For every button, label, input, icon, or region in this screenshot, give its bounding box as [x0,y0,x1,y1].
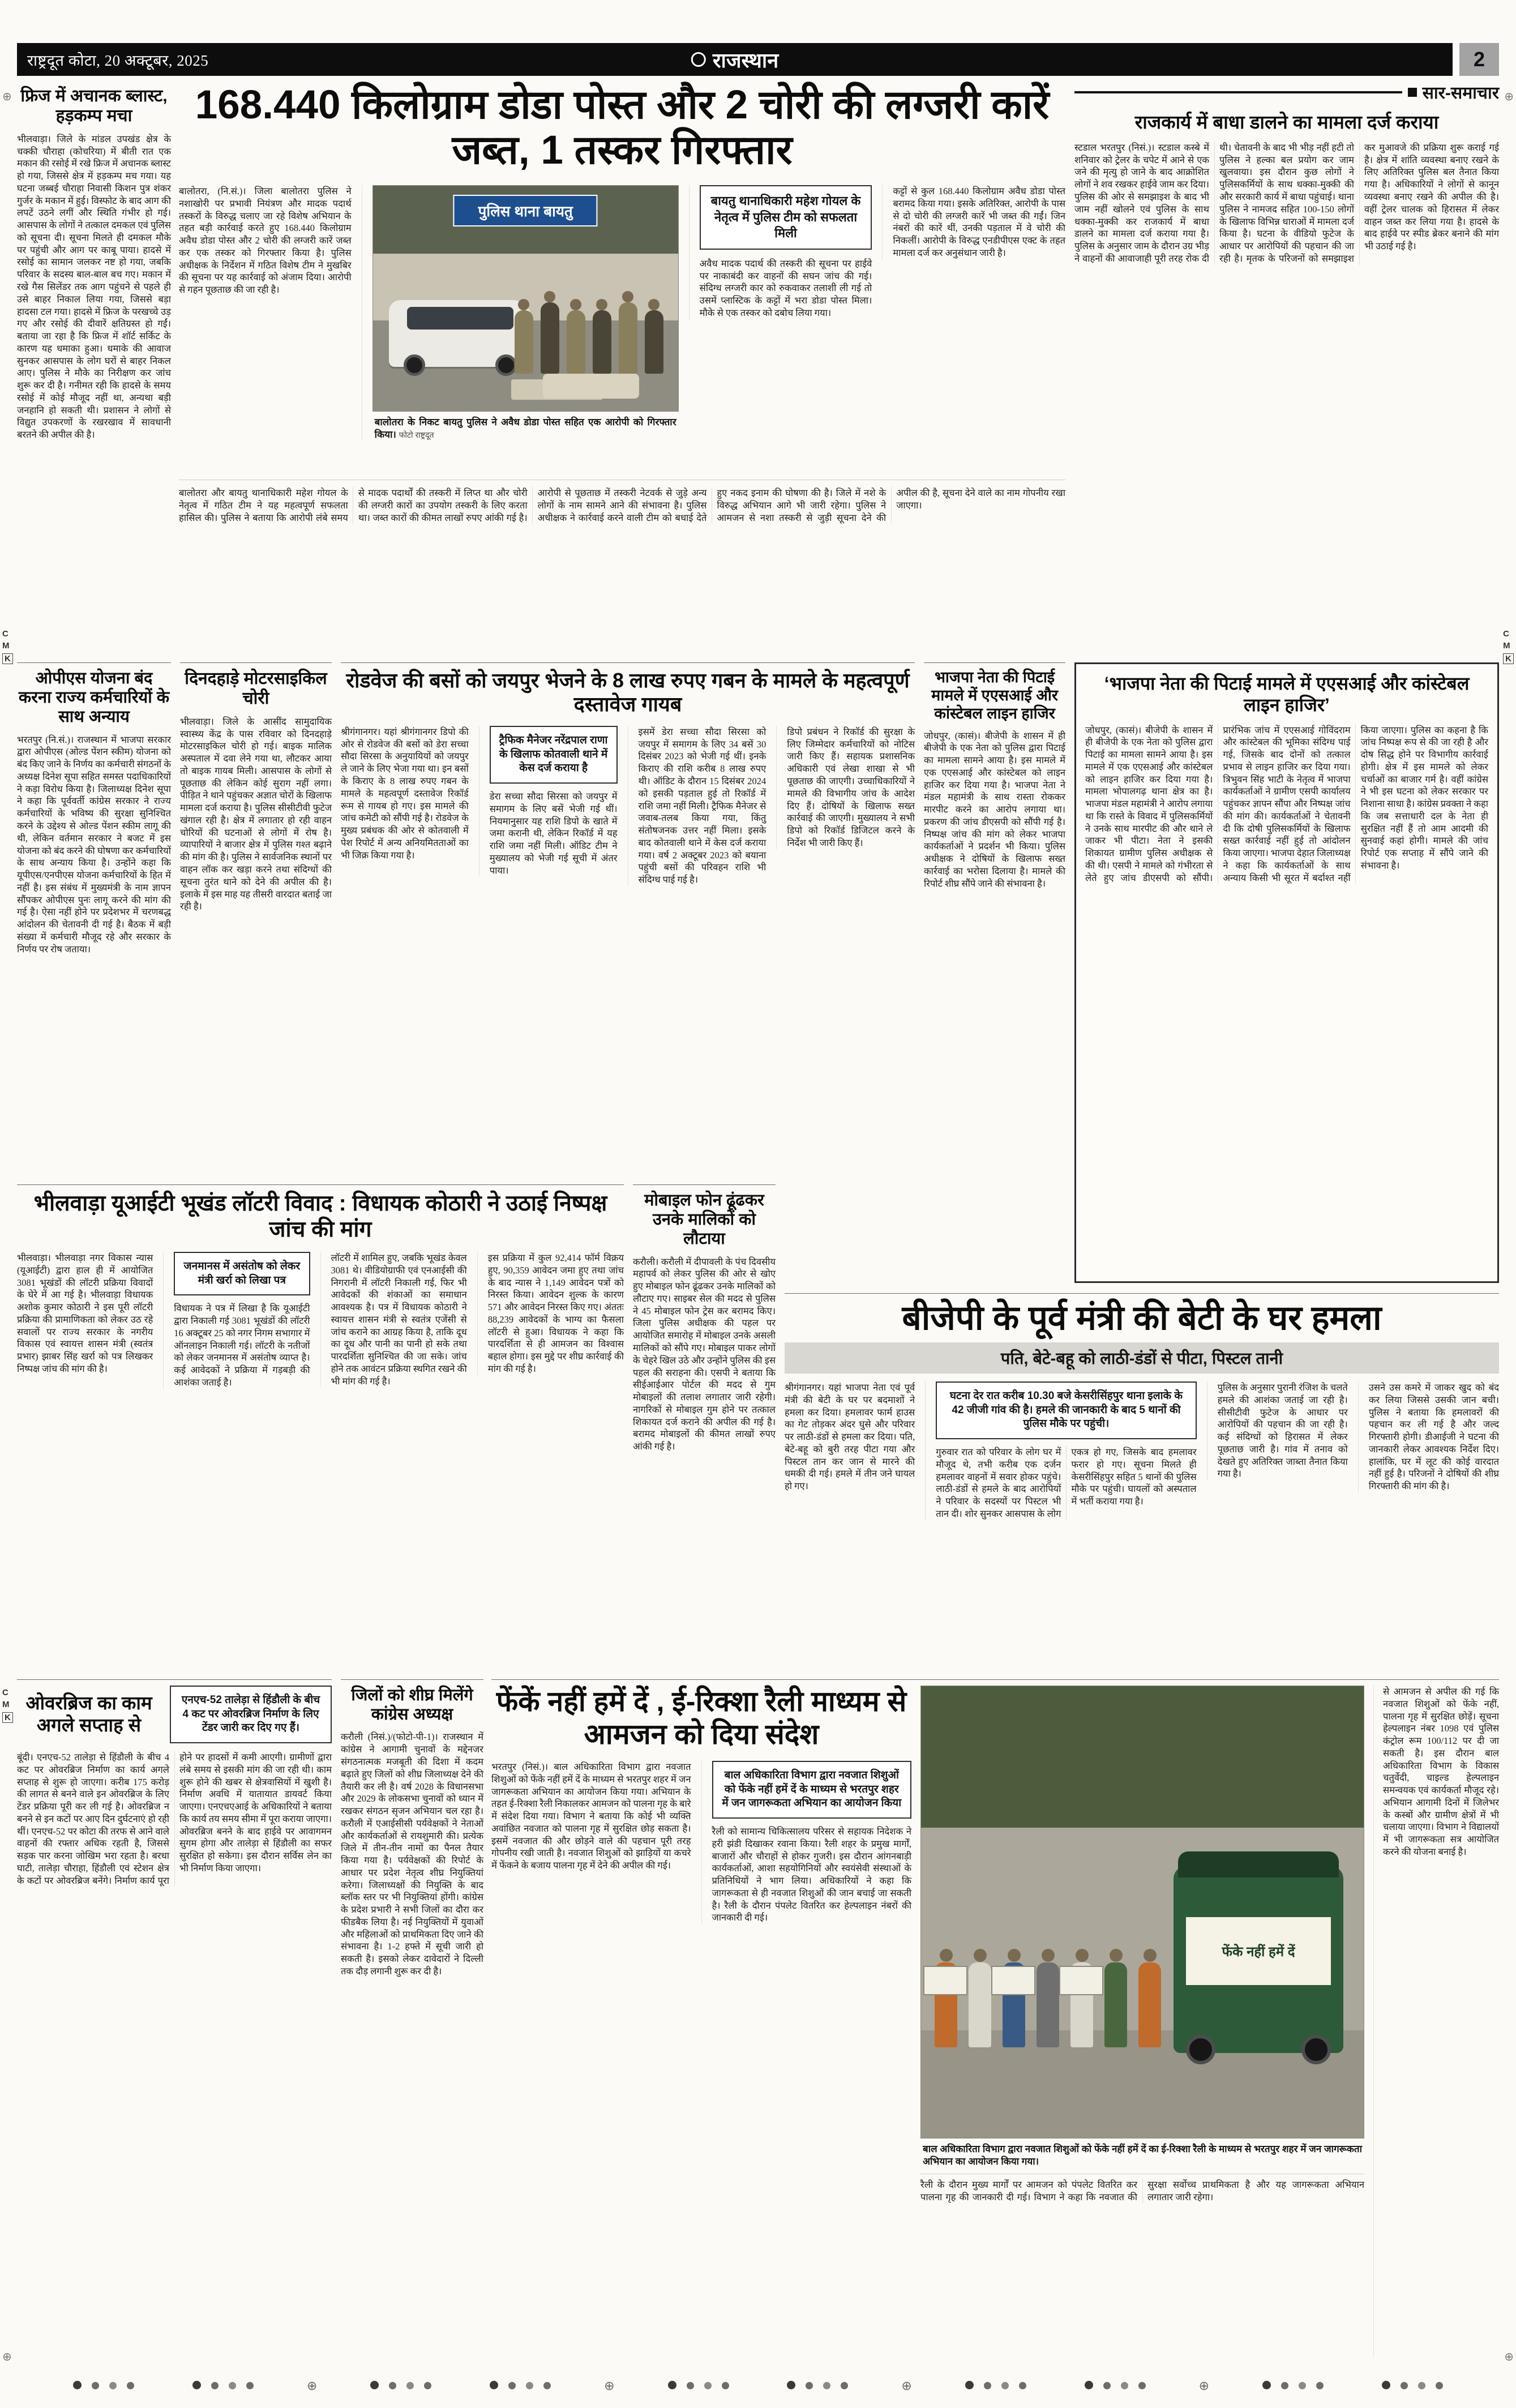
article-uit-lottery-dispute [17,1184,624,1669]
article-headline: ‘भाजपा नेता की पिटाई मामले में एएसआई और कांस्टेबल लाइन हाजिर’ [1104,673,1470,715]
section-label: सार-समाचार [1422,84,1499,102]
article-ops-scheme [17,662,171,1173]
dot-group [68,2381,139,2392]
lottery-col2-text: विधायक ने पत्र में लिखा है कि यूआईटी द्वारा निकाली गई 3081 भूखंडों की लॉटरी 16 अक्टूबर 25 को नगर निगम सभागार में ऑनलाइन निकाली गई। लॉटरी के नतीजों को लेकर जनमानस में असंतोष व्याप्त है। कई आवेदकों ने प्रक्रिया में गड़बड़ी की आशंका जताई है। [174,1303,310,1388]
rickshaw-wheel-icon [1186,2035,1215,2064]
article-body: जोधपुर, (कासं)। बीजेपी के शासन में ही बीजेपी के एक नेता को पुलिस द्वारा पिटाई का मामला सामने आया है। इस मामले में एक एएसआई और कांस्टेबल को लाइन हाजिर कर दिया गया है। मामला भोपालगढ़ थाना क्षेत्र का है। भाजपा मंडल महामंत्री ने आरोप लगाया था कि रास्ते के विवाद में पुलिसकर्मियों ने उनके साथ मारपीट की और थाने ले जाकर भी पीटा। नेता ने इसकी शिकायत ग्रामीण पुलिस अधीक्षक से की थी। एसपी ने मामले को गंभीरता से लेते हुए जांच डीएसपी को सौंपी। प्रारंभिक जांच में एएसआई गोविंदराम और कांस्टेबल की भूमिका संदिग्ध पाई गई, जिसके बाद दोनों को तत्काल प्रभाव से लाइन हाजिर कर दिया गया। त्रिभुवन सिंह भाटी के नेतृत्व में भाजपा कार्यकर्ताओं ने ग्रामीण एसपी कार्यालय पहुंचकर ज्ञापन सौंपा और निष्पक्ष जांच की मांग की। कार्यकर्ताओं ने चेतावनी दी कि दोषी पुलिसकर्मियों के खिलाफ सख्त कार्रवाई नहीं हुई तो आंदोलन किया जाएगा। भाजपा देहात जिलाध्यक्ष ने कहा कि कार्यकर्ताओं के साथ अन्याय किसी भी सूरत में बर्दाश्त नहीं किया जाएगा। पुलिस का कहना है कि जांच निष्पक्ष रूप से की जा रही है और दोष सिद्ध होने पर विभागीय कार्रवाई होगी। क्षेत्र में इस मामले को लेकर चर्चाओं का बाजार गर्म है। वहीं कांग्रेस ने भी इस घटना को लेकर सरकार पर निशाना साधा है। कांग्रेस प्रवक्ता ने कहा कि जब सत्ताधारी दल के नेता ही सुरक्षित नहीं हैं तो आम आदमी की सुनवाई कहां होगी। मामले की जांच रिपोर्ट एक सप्ताह में सौंपे जाने की संभावना है। [1085,724,1488,883]
rally-photo-block [920,1686,1364,2358]
doda-column-3-text: अवैध मादक पदार्थ की तस्करी की सूचना पर हाईवे पर नाकाबंदी कर वाहनों की सघन जांच की गई। संदिग्ध लग्जरी कार को रुकवाकर तलाशी ली गई तो उसमें प्लास्टिक के कट्टों में भरा डोडा पोस्त मिला। मौके से एक तस्कर को दबोच लिया गया। [699,258,872,318]
person-figure [567,310,585,374]
article-body: स्टडाल भरतपुर (निसं.)। स्टडाल कस्बे में शनिवार को ट्रेलर के चपेट में आने से एक जने की मृत्यु हो जाने के बाद आक्रोशित लोगों ने शव रखकर हाईवे जाम कर दिया। पुलिस की ओर से समझाइश के बाद भी जाम नहीं खोलने एवं पुलिस के साथ धक्का-मुक्की कर राजकार्य में बाधा डालने का मामला दर्ज कराया गया है। पुलिस के अनुसार जाम के दौरान उग्र भीड़ ने वाहनों की आवाजाही पूरी तरह रोक दी थी। चेतावनी के बाद भी भीड़ नहीं हटी तो पुलिस ने हल्का बल प्रयोग कर जाम खुलवाया। इस दौरान कुछ लोगों ने पुलिसकर्मियों के साथ धक्का-मुक्की की और सरकारी कार्य में बाधा पहुंचाई। थाना पुलिस ने नामजद सहित 100-150 लोगों के खिलाफ विभिन्न धाराओं में मामला दर्ज किया है। घटना के वीडियो फुटेज के आधार पर आरोपियों की पहचान की जा रही है। मृतक के परिजनों को समझाइश कर मुआवजे की प्रक्रिया शुरू कराई गई है। क्षेत्र में शांति व्यवस्था बनाए रखने के लिए अतिरिक्त पुलिस बल तैनात किया गया है। अधिकारियों ने लोगों से कानून व्यवस्था बनाए रखने की अपील की है। वहीं ट्रेलर चालक को हिरासत में लेकर वाहन जब्त कर लिया गया है। हादसे के बाद हाईवे पर स्पीड ब्रेकर बनाने की मांग भी उठाई गई है। [1074,142,1499,264]
roadways-col2-text: डेरा सच्चा सौदा सिरसा को जयपुर में समागम के लिए बसें भेजी गई थीं। नियमानुसार यह राशि डिपो के खाते में जमा करानी थी, लेकिन रिकॉर्ड में यह राशि जमा नहीं मिली। ऑडिट टीम ने मुख्यालय को भेजी गई सूची में अंतर पाया। [489,791,618,876]
photo-credit: फोटो राष्ट्रदूत [399,430,434,440]
article-body: भीलवाड़ा। जिले के आसींद सामुदायिक स्वास्थ्य केंद्र के पास रविवार को दिनदहाड़े मोटरसाइकिल चोरी हो गई। बाइक मालिक अस्पताल में दवा लेने गया था, लौटकर आया तो बाइक गायब मिली। आसपास के लोगों से पूछताछ की लेकिन कोई सुराग नहीं लगा। पीड़ित ने थाने पहुंचकर अज्ञात चोरों के खिलाफ मामला दर्ज कराया है। पुलिस सीसीटीवी फुटेज खंगाल रही है। क्षेत्र में लगातार हो रही वाहन चोरियों की घटनाओं से लोगों में रोष है। व्यापारियों ने बाजार क्षेत्र में पुलिस गश्त बढ़ाने की मांग की है। पुलिस ने सार्वजनिक स्थानों पर वाहन लॉक कर खड़ा करने तथा संदिग्धों की सूचना तुरंत थाने को देने की अपील की है। इलाके में इस माह यह तीसरी वारदात बताई जा रही है। [180,716,332,912]
article-headline: जिलों को शीघ्र मिलेंगे कांग्रेस अध्यक्ष [351,1686,473,1724]
person-figure [541,302,559,374]
edition-date: राष्ट्रदूत कोटा, 20 अक्टूबर, 2025 [27,52,209,69]
person-figure [935,1962,957,2047]
daughter-middle [925,1382,1196,1520]
daughter-col4: पुलिस के अनुसार पुरानी रंजिश के चलते हमले की आशंका जताई जा रही है। सीसीटीवी फुटेज के आधार पर आरोपियों की पहचान की जा रही है। कई संदिग्धों को हिरासत में लेकर पूछताछ जारी है। गांव में तनाव को देखते हुए अतिरिक्त जाब्ता तैनात किया गया है। [1207,1382,1348,1480]
article-subhead: पति, बेटे-बहू को लाठी-डंडों से पीटा, पिस्टल तानी [785,1342,1499,1374]
dot-group [1080,2381,1151,2392]
article-bjp-leader-beating-boxed [1074,662,1499,1283]
dot-group [1257,2381,1329,2392]
article-headline: ओपीएस योजना बंद करना राज्य कर्मचारियों के साथ अन्याय [18,669,170,726]
rally-left-section [491,1686,911,2358]
rickshaw-wheel-icon [1301,2035,1331,2064]
page-number: 2 [1459,43,1499,76]
dot-group [1377,2381,1448,2392]
doda-intro-column: बालोतरा, (नि.सं.)। जिला बालोतरा पुलिस ने नशाखोरी पर प्रभावी नियंत्रण और मादक पदार्थ तस्करों के विरुद्ध चलाए जा रहे विशेष अभियान के तहत बड़ी कार्रवाई करते हुए 168.440 किलोग्राम अवैध डोडा पोस्त और 2 चोरी की लग्जरी कारें जब्त कर एक तस्कर को गिरफ्तार किया है। पुलिस अधीक्षक के निर्देशन में गठित विशेष टीम ने मुखबिर की सूचना पर यह कार्रवाई को अंजाम दिया। आरोपी से गहन पूछताछ की जा रही है। [179,186,352,296]
person-figure [969,1962,991,2047]
person-figure [619,302,637,374]
article-headline: बीजेपी के पूर्व मंत्री की बेटी के घर हमला [902,1299,1382,1337]
person-figure [593,310,611,374]
photo-caption-text: बालोतरा के निकट बायतु पुलिस ने अवैध डोडा पोस्त सहित एक आरोपी को गिरफ्तार किया। [374,417,676,440]
article-body: जोधपुर, (कासं)। बीजेपी के शासन में ही बीजेपी के एक नेता को पुलिस द्वारा पिटाई का मामला सामने आया है। इस मामले में एक एएसआई और कांस्टेबल को लाइन हाजिर कर दिया गया है। भाजपा नेता ने मंडल महामंत्री के साथ रास्ता रोककर मारपीट करने का आरोप लगाया था। प्रकरण की जांच डीएसपी को सौंपी गई है। निष्पक्ष जांच की मांग को लेकर भाजपा कार्यकर्ताओं ने प्रदर्शन भी किया। पुलिस अधीक्षक ने दोषियों के खिलाफ सख्त कार्रवाई का भरोसा दिलाया है। मामले की रिपोर्ट शीघ्र सौंपे जाने की संभावना है। [924,730,1065,889]
dot-group [960,2381,1031,2392]
article-headline: रोडवेज की बसों को जयपुर भेजने के 8 लाख रुपए गबन के मामले के महत्वपूर्ण दस्तावेज गायब [346,669,910,716]
crosshair-mark: ⊕ [604,2379,615,2393]
article-fridge-blast [17,86,171,652]
person-figure [1037,1962,1059,2047]
daughter-col5: उसने उस कमरे में जाकर खुद को बंद कर लिया जिससे उसकी जान बची। पुलिस ने बताया कि हमलावरों की पहचान कर ली गई है और जल्द गिरफ्तारी होगी। डीआईजी ने घटना की जानकारी लेकर आवश्यक निर्देश दिए। हालांकि, घर में लूट की कोई वारदात नहीं हुई है। परिजनों ने दोषियों की शीघ्र गिरफ्तारी की मांग की है। [1358,1382,1499,1492]
police-station-sign: पुलिस थाना बायतु [453,195,598,226]
rally-col2 [701,1761,912,1924]
article-body: भीलवाड़ा। जिले के मांडल उपखंड क्षेत्र के चक्की चौराहा (कोचरिया) में बीती रात एक मकान की रसोई में रखे फ्रिज में अचानक ब्लास्ट हो गया, जिससे क्षेत्र में हड़कम्प मच गया। यह घटना जब्बई चौराहा निवासी किशन पुत्र शंकर गुर्जर के मकान में हुई। विस्फोट के बाद आग की लपटें उठने लगीं और स्थिति गंभीर हो गई। आसपास के लोगों ने तत्काल दमकल एवं पुलिस को सूचना दी। सूचना मिलते ही दमकल मौके पर पहुंची और आग पर काबू पाया। हादसे में रसोई का सामान जलकर नष्ट हो गया, जबकि परिवार के सदस्य बाल-बाल बच गए। मकान में रखे गैस सिलेंडर तक आग पहुंचने से पहले ही उसे बाहर निकाल लिया गया, जिससे बड़ा हादसा टल गया। हादसे में फ्रिज के परखच्चे उड़ गए और रसोई की दीवारें क्षतिग्रस्त हो गईं। बताया जा रहा है कि फ्रिज में शॉर्ट सर्किट के कारण यह धमाका हुआ। धमाके की आवाज सुनकर आसपास के लोग घरों से बाहर निकल आए। पुलिस ने मौके का निरीक्षण कर जांच शुरू कर दी है। गनीमत रही कि हादसे के समय रसोई में कोई मौजूद नहीं था, अन्यथा बड़ी जनहानि हो सकती थी। प्रशासन ने लोगों से विद्युत उपकरणों के रखरखाव में सावधानी बरतने की अपील की है। [17,133,171,440]
article-headline: ओवरब्रिज का काम अगले सप्ताह से [25,1692,152,1736]
section-saar-samachar [1074,80,1499,653]
article-attack-ex-minister-daughter [785,1293,1499,1669]
doda-photo-block [362,185,679,441]
photo-caption [372,412,679,441]
lottery-col4: इस प्रक्रिया में कुल 92,414 फॉर्म विक्रय हुए, 90,359 आवेदन जमा हुए तथा जांच के बाद न्यास ने 1,149 आवेदन पत्रों को निरस्त किया। आवेदन शुल्क के कारण 571 और आवेदन निरस्त किए गए। अंततः 88,239 आवेदकों के भाग्य का फैसला लॉटरी से हुआ। विधायक ने कहा कि पारदर्शिता से ही आमजन का विश्वास बहाल होगा। इस मुद्दे पर शीघ्र कार्रवाई की मांग की गई है। [477,1252,624,1375]
rickshaw-banner: फेंके नहीं हमें दें [1186,1917,1331,1985]
rickshaw-canopy [1178,1851,1339,1877]
article-overbridge [17,1679,332,2358]
police-personnel-group [515,302,663,374]
police-seizure-photo [372,185,679,412]
article-bike-theft [180,662,332,1173]
roadways-col1: श्रीगंगानगर। यहां श्रीगंगानगर डिपो की ओर से रोडवेज की बसों को डेरा सच्चा सौदा सिरसा के अनुयायियों को जयपुर ले जाने के लिए भेजा गया था। इन बसों के किराए के 8 लाख रुपए गबन के मामले के महत्वपूर्ण दस्तावेज रिकॉर्ड रूम से गायब हो गए। इस मामले की जांच कमेटी को सौंपी गई है। रोडवेज के मुख्य प्रबंधक की ओर से कोतवाली में पेश रिपोर्ट में अन्य अनियमितताओं का भी जिक्र किया गया है। [341,726,469,861]
lottery-col1: भीलवाड़ा। भीलवाड़ा नगर विकास न्यास (यूआईटी) द्वारा हाल ही में आयोजित 3081 भूखंडों की लॉटरी प्रक्रिया विवादों के घेरे में आ गई है। भीलवाड़ा विधायक अशोक कुमार कोठारी ने इस पूरी लॉटरी प्रक्रिया की प्रामाणिकता को लेकर उठ रहे सवालों पर राज्य सरकार के नगरीय विकास एवं स्वायत्त शासन मंत्री (स्वतंत्र प्रभार) झाबर सिंह खर्रा को पत्र लिखकर निष्पक्ष जांच की मांग की है। [17,1252,153,1374]
registration-marks [68,2379,1448,2393]
roadways-col4: डिपो प्रबंधन ने रिकॉर्ड की सुरक्षा के लिए जिम्मेदार कर्मचारियों को नोटिस जारी किए हैं। सहायक प्रशासनिक अधिकारी एवं लेखा शाखा से भी पूछताछ की जाएगी। उच्चाधिकारियों ने मामले की विभागीय जांच के आदेश दिए हैं। दोषियों के खिलाफ सख्त कार्रवाई की जाएगी। मुख्यालय ने सभी डिपो को रिकॉर्ड डिजिटल करने के निर्देश भी जारी किए हैं। [776,726,915,849]
article-erickshaw-rally [491,1679,1499,2358]
rally-photo [920,1686,1364,2138]
cmyk-letter: M [2,1700,10,1709]
daughter-inset-box: घटना देर रात करीब 10.30 बजे केसरीसिंहपुर थाना इलाके के 42 जीजी गांव की है। हमले की जानकारी के बाद 5 थानों की पुलिस मौके पर पहुंची। [936,1382,1196,1439]
placard [1059,1966,1103,1995]
article-mobiles-returned [633,1184,776,1669]
daughter-col1: श्रीगंगानगर। यहां भाजपा नेता एवं पूर्व मंत्री की बेटी के घर पर बदमाशों ने हमला कर दिया। हमलावर फार्म हाउस का गेट तोड़कर अंदर घुसे और परिवार पर लाठी-डंडों से हमला कर दिया। पति, बेटे-बहू को बुरी तरह पीटा गया और पिस्टल तान कर जान से मारने की धमकी दी गई। हमले में तीन जने घायल हो गए। [785,1382,915,1492]
person-figure [645,310,663,374]
masthead-emblem-icon [691,52,706,67]
person-figure [1138,1962,1161,2047]
rule-line [1074,91,1402,93]
article-headline: मोबाइल फोन ढूंढकर उनके मालिकों को लौटाया [644,1191,764,1248]
doda-continuation: बालोतरा और बायतु थानाधिकारी महेश गोयल के नेतृत्व में गठित टीम ने यह महत्वपूर्ण सफलता हासिल की। पुलिस ने बताया कि आरोपी लंबे समय से मादक पदार्थों की तस्करी में लिप्त था और चोरी की लग्जरी कारों का उपयोग तस्करी के लिए करता था। जब्त कारों की कीमत लाखों रुपए आंकी गई है। आरोपी से पूछताछ में तस्करी नेटवर्क से जुड़े अन्य लोगों के नाम सामने आने की संभावना है। पुलिस अधीक्षक ने कार्रवाई करने वाली टीम को बधाई देते हुए नकद इनाम की घोषणा की है। जिले में नशे के विरुद्ध अभियान आगे भी जारी रहेगा। पुलिस ने आमजन से नशा तस्करी से जुड़ी सूचना देने की अपील की है, सूचना देने वाले का नाम गोपनीय रखा जाएगा। [179,480,1065,524]
rally-right-column: से आमजन से अपील की गई कि नवजात शिशुओं को फेंके नहीं, पालना गृह में सुरक्षित छोड़ें। सूचना हेल्पलाइन नंबर 1098 एवं पुलिस कंट्रोल रूम 100/112 पर दी जा सकती है। इस दौरान बाल अधिकारिता विभाग के विकास चतुर्वेदी, चाइल्ड हेल्पलाइन समन्वयक एवं कार्यकर्ता मौजूद रहे। अभियान आगामी दिनों में जिलेभर के कस्बों और ग्रामीण क्षेत्रों में भी चलाया जाएगा। विभाग ने विद्यालयों में भी जागरूकता सत्र आयोजित करने की योजना बनाई है। [1373,1686,1499,2358]
seized-car [389,300,532,367]
placard [923,1966,967,1995]
cmyk-registration-mark [2,630,13,664]
article-body: भरतपुर (नि.सं.)। राजस्थान में भाजपा सरकार द्वारा ओपीएस (ओल्ड पेंशन स्कीम) योजना को बंद किए जाने के निर्णय का कर्मचारी संगठनों के अध्यक्ष दिनेश सूपा सहित समस्त पदाधिकारियों ने कड़ा विरोध किया है। जिलाध्यक्ष दिनेश सूपा ने कहा कि पूर्ववर्ती कांग्रेस सरकार ने राज्य कर्मचारियों के भविष्य की सुरक्षा सुनिश्चित करने के उद्देश्य से ओल्ड पेंशन स्कीम लागू की थी, लेकिन वर्तमान सरकार ने बजट में इस योजना को बंद करने की घोषणा कर कर्मचारियों के साथ अन्याय किया है। उन्होंने कहा कि यूपीएस/एनपीएस योजना कर्मचारियों के हित में नहीं है। इस संबंध में मुख्यमंत्री के नाम ज्ञापन सौंपकर ओपीएस पुनः लागू करने की मांग की गई है। ऐसा नहीं होने पर प्रदेशभर में चरणबद्ध आंदोलन की चेतावनी दी गई है। बैठक में बड़ी संख्या में कर्मचारी मौजूद रहे और सरकार के निर्णय पर रोष जताया। [17,734,171,955]
lottery-col2 [163,1252,310,1389]
person-figure [1104,1962,1127,2047]
cmyk-registration-mark [1503,630,1514,664]
square-bullet-icon [1408,88,1417,97]
crosshair-mark: ⊕ [2,89,12,103]
dot-group [365,2381,436,2392]
article-headline: दिनदहाड़े मोटरसाइकिल चोरी [185,669,327,708]
cmyk-letter: M [2,641,10,651]
roadways-col3: इसमें डेरा सच्चा सौदा सिरसा को जयपुर में समागम के लिए 34 बसें 30 दिसंबर 2023 को भेजी गई थीं। इनके किराए की राशि करीब 8 लाख रुपए थी। ऑडिट के दौरान 15 दिसंबर 2024 को इसकी पड़ताल हुई तो रिकॉर्ड में राशि जमा नहीं मिली। ट्रैफिक मैनेजर से जवाब-तलब किया गया, किंतु संतोषजनक उत्तर नहीं मिला। इसके बाद कोतवाली थाने में केस दर्ज कराया गया। वर्ष 2 अक्टूबर 2023 को बयाना पहुंची बसों की परिवहन राशि भी संदिग्ध पाई गई है। [628,726,766,886]
crosshair-mark: ⊕ [901,2379,912,2393]
person-figure [1070,1962,1093,2047]
article-body: करौली। करौली में दीपावली के पंच दिवसीय महापर्व को लेकर पुलिस की ओर से खोए हुए मोबाइल फोन ढूंढकर उनके मालिकों को लौटाए गए। साइबर सेल की मदद से पुलिस ने 45 मोबाइल फोन ट्रेस कर बरामद किए। जिला पुलिस अधीक्षक की पहल पर आयोजित समारोह में मोबाइल उनके असली मालिकों को सौंपे गए। मोबाइल पाकर लोगों के चेहरे खिल उठे और उन्होंने पुलिस की इस पहल की सराहना की। एसपी ने बताया कि सीईआईआर पोर्टल की मदद से गुम मोबाइलों की तलाश लगातार जारी रहेगी। नागरिकों से मोबाइल गुम होने पर तत्काल शिकायत दर्ज कराने की अपील की गई है। बरामद मोबाइलों की कीमत लाखों रुपए आंकी गई है। [633,1256,776,1452]
article-bjp-leader-beating [924,662,1065,1173]
trees-background [921,1686,1364,1828]
cmyk-letter: C [1503,629,1509,639]
photo-caption: बाल अधिकारिता विभाग द्वारा नवजात शिशुओं को फेंके नहीं हमें दें का ई-रिक्शा रैली के माध्यम से भरतपुर शहर में जन जागरूकता अभियान का आयोजन किया गया। [923,2144,1362,2167]
e-rickshaw [1174,1866,1343,2053]
article-headline: भीलवाड़ा यूआईटी भूखंड लॉटरी विवाद : विधायक कोठारी ने उठाई निष्पक्ष जांच की मांग [33,1191,607,1242]
cmyk-letter: K [2,653,13,664]
seized-sacks [543,374,639,399]
rally-col1: भरतपुर (निसं.)। बाल अधिकारिता विभाग द्वारा नवजात शिशुओं को फेंके नहीं हमें दें के माध्यम से भरतपुर शहर में जन जागरूकता अभियान का आयोजन किया गया। अभियान के तहत ई-रिक्शा रैली निकालकर आमजन को पालना गृह के बारे में संदेश दिया गया। विभाग ने बताया कि कोई भी व्यक्ति अवांछित नवजात को पालना गृह में सुरक्षित छोड़ सकता है। इसमें नवजात की और छोड़ने वाले की पहचान पूरी तरह गोपनीय रखी जाती है। नवजात शिशुओं को झाड़ियों या कचरे में फेंकने के बजाय पालना गृह में देने की अपील की गई। [491,1761,691,1871]
masthead [17,43,1499,76]
saar-samachar-header [1074,80,1499,104]
roadways-col2 [479,726,618,876]
cmyk-registration-mark [2,1688,13,1723]
masthead-bar [17,43,1453,76]
cmyk-letter: C [2,1688,8,1697]
car-wheel-icon [495,354,517,376]
cmyk-letter: C [2,629,8,639]
roadways-inset-box: ट्रैफिक मैनेजर नरेंद्रपाल राणा के खिलाफ कोतवाली थाने में केस दर्ज कराया है [490,726,618,784]
lottery-inset-box: जनमानस में असंतोष को लेकर मंत्री खर्रा को लिखा पत्र [174,1252,310,1295]
main-headline: 168.440 किलोग्राम डोडा पोस्त और 2 चोरी की लग्जरी कारें जब्त, 1 तस्कर गिरफ्तार [195,83,1050,173]
crosshair-mark: ⊕ [1504,2350,1514,2363]
dot-group [782,2381,853,2392]
article-headline: फ्रिज में अचानक ब्लास्ट, हड़कम्प मचा [20,87,168,126]
crosshair-mark: ⊕ [306,2379,318,2393]
cmyk-letter: K [2,1712,13,1723]
dot-group [187,2381,259,2392]
region-title [691,46,778,74]
article-doda-seizure [179,83,1065,651]
region-title-text: राजस्थान [712,48,779,72]
article-headline: राजकार्य में बाधा डालने का मामला दर्ज कराया [1134,112,1439,132]
rally-people-group [935,1962,1161,2047]
car-wheel-icon [404,354,425,376]
article-headline: फेंकें नहीं हमें दें , ई-रिक्शा रैली माध्यम से आमजन को दिया संदेश [496,1686,907,1750]
lottery-col3: लॉटरी में शामिल हुए, जबकि भूखंड केवल 3081 थे। वीडियोग्राफी एवं एनआईसी की निगरानी में लॉटरी निकाली गई, फिर भी आवेदकों की शंकाओं का समाधान आवश्यक है। पत्र में विधायक कोठारी ने स्वायत्त शासन मंत्री से स्वतंत्र एजेंसी से जांच कराने का आग्रह किया है, ताकि दूध का दूध और पानी का पानी हो सके तथा पारदर्शिता सुनिश्चित की जा सके। जांच होने तक आवंटन प्रक्रिया स्थगित रखने की भी मांग की गई है। [320,1252,467,1387]
daughter-middle-text: गुरुवार रात को परिवार के लोग घर में मौजूद थे, तभी करीब एक दर्जन हमलावर वाहनों में सवार होकर पहुंचे। लाठी-डंडों से हमले के बाद आरोपियों ने परिवार के सदस्यों पर पिस्टल भी तान दी। शोर सुनकर आसपास के लोग एकत्र हो गए, जिसके बाद हमलावर फरार हो गए। सूचना मिलते ही केसरीसिंहपुर सहित 5 थानों की पुलिस मौके पर पहुंची। घायलों को अस्पताल में भर्ती कराया गया है। [936,1447,1197,1519]
article-body: करौली (निसं.)/(फोटो-पी-1)। राजस्थान में कांग्रेस ने आगामी चुनावों के मद्देनजर संगठनात्मक मजबूती की दिशा में कदम बढ़ाते हुए जिलों को शीघ्र जिलाध्यक्ष देने की तैयारी कर ली है। वर्ष 2028 के विधानसभा और 2029 के लोकसभा चुनावों को ध्यान में रखकर संगठन सृजन अभियान चल रहा है। करौली में एआईसीसी पर्यवेक्षकों ने नेताओं और कार्यकर्ताओं से रायशुमारी की। प्रत्येक जिले में तीन-तीन नामों का पैनल तैयार किया गया है। पर्यवेक्षकों की रिपोर्ट के आधार पर प्रदेश नेतृत्व शीघ्र नियुक्तियां करेगा। जिलाध्यक्षों की नियुक्ति के बाद ब्लॉक स्तर पर भी नियुक्तियां होंगी। कांग्रेस के प्रदेश प्रभारी ने सभी जिलों का दौरा कर फीडबैक लिया है। नई नियुक्तियों में युवाओं और महिलाओं को प्राथमिकता दिए जाने की संभावना है। 1-2 हफ्ते में सूची जारी हो सकती है। इसको लेकर दावेदारों ने दिल्ली तक दौड़ लगानी शुरू कर दी है। [341,1731,483,1977]
cmyk-letter: M [1503,641,1510,651]
dot-group [485,2381,556,2392]
doda-highlight-box: बायतु थानाधिकारी महेश गोयल के नेतृत्व में पुलिस टीम को सफलता मिली [700,185,872,250]
overbridge-inset-box: एनएच-52 तालेड़ा से हिंडौली के बीच 4 कट पर ओवरब्रिज निर्माण के लिए टेंडर जारी कर दिए गए हैं। [170,1686,332,1743]
article-headline: भाजपा नेता की पिटाई मामले में एएसआई और कांस्टेबल लाइन हाजिर [931,669,1058,722]
cmyk-letter: K [1503,653,1514,664]
rally-inset-box: बाल अधिकारिता विभाग द्वारा नवजात शिशुओं को फेंके नहीं हमें दें के माध्यम से भरतपुर शहर में जन जागरूकता अभियान का आयोजन किया [712,1761,912,1819]
rally-below-text: रैली के दौरान मुख्य मार्गों पर आमजन को पंपलेट वितरित कर पालना गृह की जानकारी दी गई। विभाग ने कहा कि नवजात की सुरक्षा सर्वोच्च प्राथमिकता है और यह जागरूकता अभियान लगातार जारी रहेगा। [920,2174,1364,2204]
dot-group [663,2381,734,2392]
crosshair-mark: ⊕ [1198,2379,1210,2393]
rally-col2-text: रैली को सामान्य चिकित्सालय परिसर से सहायक निदेशक ने हरी झंडी दिखाकर रवाना किया। रैली शहर के प्रमुख मार्गों, बाजारों और चौराहों से होकर गुजरी। इस दौरान आंगनबाड़ी कार्यकर्ताओं, आशा सहयोगिनियों और स्वयंसेवी संस्थाओं के प्रतिनिधियों ने भाग लिया। अधिकारियों ने कहा कि जागरूकता से ही नवजात शिशुओं की जान बचाई जा सकती है। रैली के दौरान पंपलेट वितरित कर हेल्पलाइन नंबरों की जानकारी दी गई। [712,1826,911,1923]
person-figure [1003,1962,1025,2047]
article-congress-presidents [341,1679,483,2358]
article-body: बूंदी। एनएच-52 तालेड़ा से हिंडौली के बीच 4 कट पर ओवरब्रिज निर्माण का कार्य अगले सप्ताह से शुरू हो जाएगा। करीब 175 करोड़ की लागत से बनने वाले इन ओवरब्रिज के लिए टेंडर प्रक्रिया पूरी कर ली गई है। ओवरब्रिज न बनने से इन कटों पर आए दिन दुर्घटनाएं हो रही थीं। एनएच-52 पर कोटा की तरफ से आने वाले वाहनों की रफ्तार अधिक रहती है, जिससे सड़क पार करना जोखिम भरा रहता है। बरधा घाटी, तालेड़ा चौराहा, हिंडौली एवं स्टेशन क्षेत्र के कटों पर ओवरब्रिज बनेंगे। निर्माण कार्य पूरा होने पर हादसों में कमी आएगी। ग्रामीणों द्वारा लंबे समय से इसकी मांग की जा रही थी। काम शुरू होने की खबर से क्षेत्रवासियों में खुशी है। निर्माण अवधि में यातायात डायवर्ट किया जाएगा। एनएचएआई के अधिकारियों ने बताया कि कार्य तय समय सीमा में पूरा कराया जाएगा। ओवरब्रिज बनने के बाद हाईवे पर आवागमन सुगम होगा और तालेड़ा से हिंडौली का सफर सुरक्षित हो सकेगा। इस दौरान सर्विस लेन का भी निर्माण किया जाएगा। [17,1752,332,1886]
article-roadways-embezzlement [341,662,915,1173]
doda-column-4: कट्टों से कुल 168.440 किलोग्राम अवैध डोडा पोस्त बरामद किया गया। इसके अतिरिक्त, आरोपी के पास से दो चोरी की लग्जरी कारें भी जब्त की गईं। जिन नंबरों की कारें थीं, उनकी पड़ताल में वे चोरी की निकलीं। आरोपी के विरुद्ध एनडीपीएस एक्ट के तहत मामला दर्ज कर अनुसंधान जारी है। [882,185,1065,259]
doda-column-3 [689,185,872,319]
crosshair-mark: ⊕ [2,2350,12,2363]
placard [991,1966,1035,1995]
crosshair-mark: ⊕ [1504,89,1514,103]
person-figure [515,310,533,374]
